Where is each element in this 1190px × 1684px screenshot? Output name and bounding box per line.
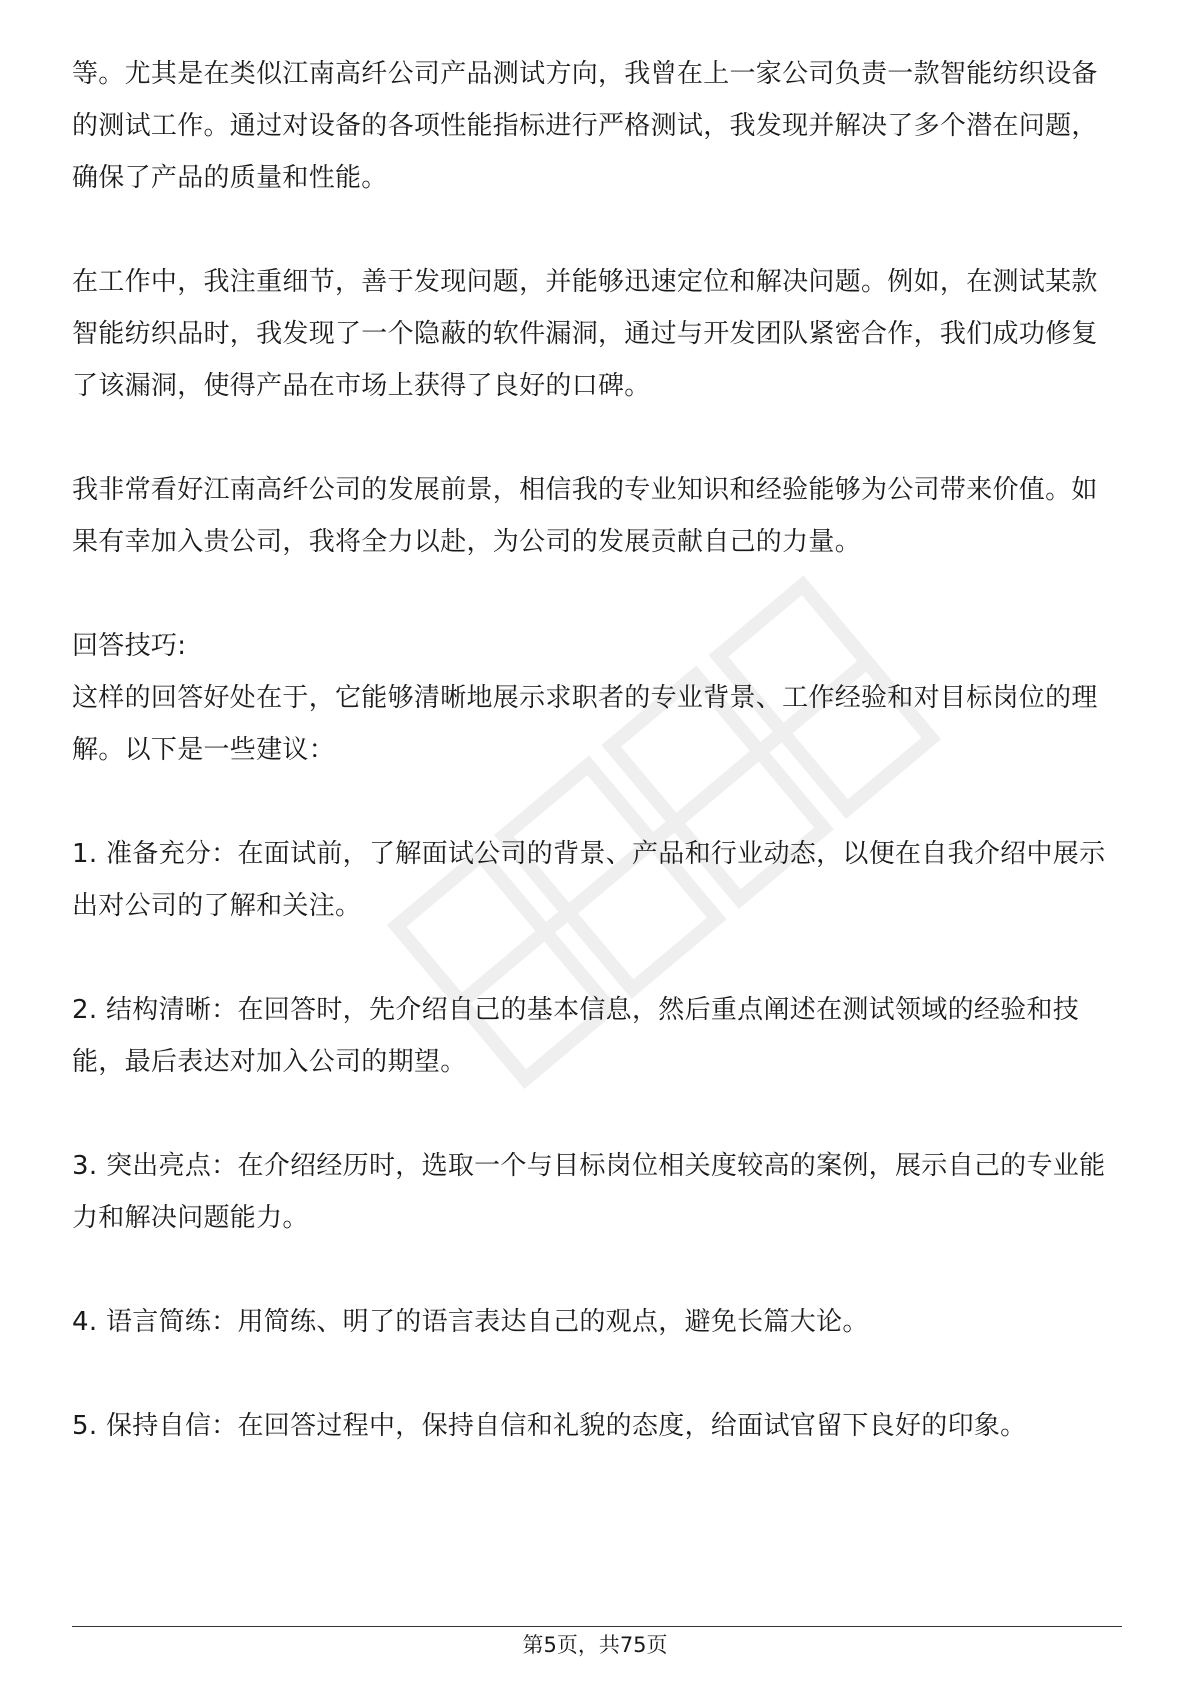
paragraph-company-outlook: 我非常看好江南高纤公司的发展前景，相信我的专业知识和经验能够为公司带来价值。如果有幸加入贵公司，我将全力以赴，为公司的发展贡献自己的力量。 [72,475,1098,557]
paragraph-attention-to-detail: 在工作中，我注重细节，善于发现问题，并能够迅速定位和解决问题。例如，在测试某款智能纺织品时，我发现了一个隐蔽的软件漏洞，通过与开发团队紧密合作，我们成功修复了该漏洞，使得产品在市场上获得了良好的口碑。 [72,267,1098,401]
tip-item-1: 1. 准备充分：在面试前，了解面试公司的背景、产品和行业动态，以便在自我介绍中展示出对公司的了解和关注。 [72,839,1106,921]
page-number: 第5页，共75页 [522,1633,668,1657]
document-body [72,48,1122,1452]
tips-intro: 这样的回答好处在于，它能够清晰地展示求职者的专业背景、工作经验和对目标岗位的理解。以下是一些建议： [72,683,1098,765]
tip-item-5: 5. 保持自信：在回答过程中，保持自信和礼貌的态度，给面试官留下良好的印象。 [72,1411,1027,1441]
footer-divider [72,1626,1122,1627]
tip-item-4: 4. 语言简练：用简练、明了的语言表达自己的观点，避免长篇大论。 [72,1307,869,1337]
tip-item-3: 3. 突出亮点：在介绍经历时，选取一个与目标岗位相关度较高的案例，展示自己的专业能力和解决问题能力。 [72,1151,1106,1233]
paragraph-experience: 等。尤其是在类似江南高纤公司产品测试方向，我曾在上一家公司负责一款智能纺织设备的测试工作。通过对设备的各项性能指标进行严格测试，我发现并解决了多个潜在问题，确保了产品的质量和性能。 [72,59,1098,193]
tips-heading: 回答技巧: [72,631,187,661]
tip-item-2: 2. 结构清晰：在回答时，先介绍自己的基本信息，然后重点阐述在测试领域的经验和技能，最后表达对加入公司的期望。 [72,995,1080,1077]
